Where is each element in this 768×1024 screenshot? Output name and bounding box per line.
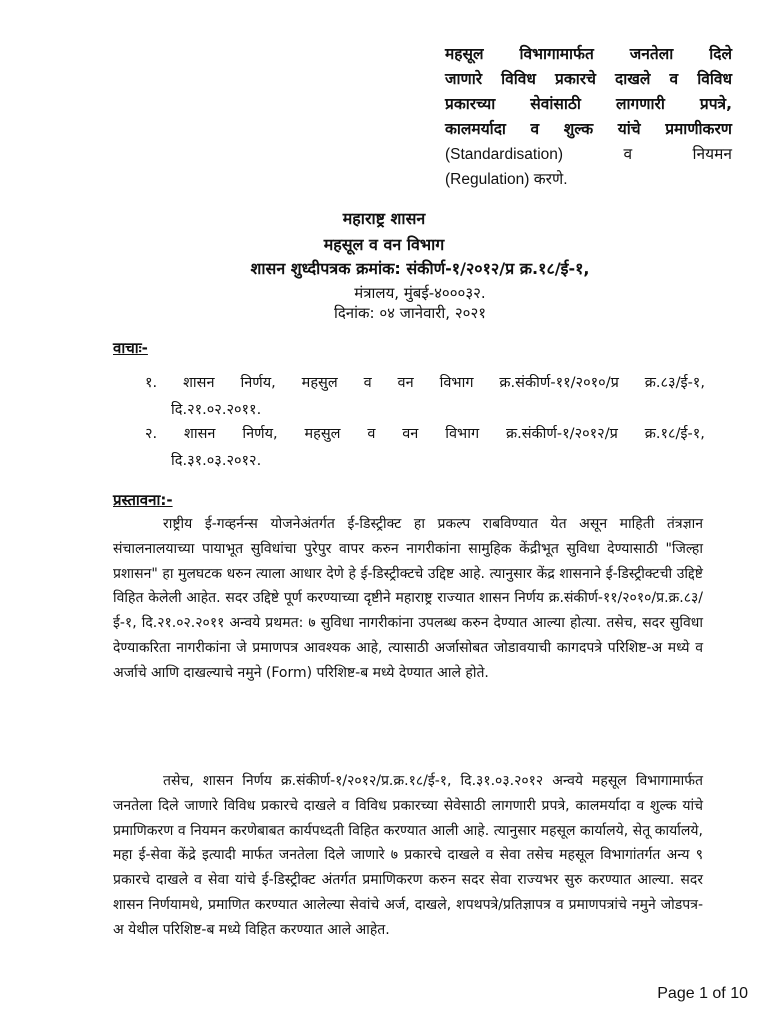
reference-word: व <box>363 375 372 391</box>
reference-item <box>145 370 705 424</box>
reference-word: वन <box>397 375 414 391</box>
subject-line: महसूल विभागामार्फत जनतेला दिले <box>445 45 732 63</box>
reference-item <box>145 421 705 475</box>
reference-word: क्र.संकीर्ण-१/२०१२/प्र <box>505 426 618 442</box>
department-name: महसूल व वन विभाग <box>323 235 445 254</box>
government-name: महाराष्ट्र शासन <box>342 209 426 228</box>
reference-word: शासन <box>184 426 216 442</box>
reference-word: क्र.१८/ई-१, <box>644 426 705 442</box>
reference-word: निर्णय, <box>240 375 276 391</box>
reference-date: दि.२१.०२.२०११. <box>171 402 262 418</box>
reference-date: दि.३१.०३.२०१२. <box>171 453 262 469</box>
read-heading: वाचाः- <box>113 339 148 357</box>
reference-word: क्र.संकीर्ण-११/२०१०/प्र <box>499 375 619 391</box>
subject-line: जाणारे विविध प्रकारचे दाखले व विविध <box>445 70 732 88</box>
reference-number: २. <box>145 426 158 442</box>
reference-word: महसुल <box>301 375 338 391</box>
reference-word: वन <box>402 426 419 442</box>
subject-line: कालमर्यादा व शुल्क यांचे प्रमाणीकरण <box>445 120 732 138</box>
subject-line: (Regulation) करणे. <box>445 171 568 188</box>
document-date: दिनांक: ०४ जानेवारी, २०२१ <box>333 304 487 322</box>
reference-line <box>145 370 705 397</box>
subject-line: (Standardisation) व नियमन <box>445 146 732 163</box>
reference-word: क्र.८३/ई-१, <box>644 375 705 391</box>
preamble-paragraph-2: तसेच, शासन निर्णय क्र.संकीर्ण-१/२०१२/प्र.क्र.१८/ई-१, दि.३१.०३.२०१२ अन्वये महसूल विभागामार्फत जनतेला दिले जाणारे विविध प्रकारचे दाखले व विविध प्रकारच्या सेवेसाठी लागणारी प्रपत्रे, कालमर्यादा व शुल्क यांचे प्रमाणिकरण व नियमन करणेबाबत कार्यपध्दती विहित करण्यात आली आहे. त्यानुसार महसूल कार्यालये, सेतू कार्यालये, महा ई-सेवा केंद्रे इत्यादी मार्फत जनतेला दिले जाणारे ७ प्रकारचे दाखले व सेवा तसेच महसूल विभागांतर्गत अन्य ९ प्रकारचे दाखले व सेवा यांचे ई-डिस्ट्रीक्ट अंतर्गत प्रमाणिकरण करुन सदर सेवा राज्यभर सुरु करण्यात आल्या. सदर शासन निर्णयामधे, प्रमाणित करण्यात आलेल्या सेवांचे अर्ज, दाखले, शपथपत्रे/प्रतिज्ञापत्र व प्रमाणपत्रांचे नमुने जोडपत्र-अ येथील परिशिष्ट-ब मध्ये विहित करण्यात आले आहेत. <box>113 773 703 938</box>
reference-word: शासन <box>183 375 215 391</box>
reference-number: १. <box>145 375 158 391</box>
subject-line: प्रकारच्या सेवांसाठी लागणारी प्रपत्रे, <box>445 95 732 113</box>
reference-word: महसुल <box>304 426 341 442</box>
office-address: मंत्रालय, मुंबई-४०००३२. <box>354 284 486 302</box>
preamble-heading: प्रस्तावना:- <box>113 491 173 509</box>
reference-word: विभाग <box>439 375 474 391</box>
reference-line <box>145 421 705 448</box>
reference-word: निर्णय, <box>242 426 278 442</box>
preamble-paragraph-1: राष्ट्रीय ई-गव्हर्नन्स योजनेअंतर्गत ई-डिस्ट्रीक्ट हा प्रकल्प राबविण्यात येत असून माहिती तंत्रज्ञान संचालनालयाच्या पायाभूत सुविधांचा पुरेपुर वापर करुन नागरीकांना सामुहिक केंद्रीभूत सुविधा देण्यासाठी "जिल्हा प्रशासन" हा मुलघटक धरुन त्याला आधार देणे हे ई-डिस्ट्रीक्टचे उद्दिष्ट आहे. त्यानुसार केंद्र शासनाने ई-डिस्ट्रीक्टची उद्दिष्टे विहित केलेली आहेत. सदर उद्दिष्टे पूर्ण करण्याच्या दृष्टीने महाराष्ट्र राज्यात शासन निर्णय क्र.संकीर्ण-११/२०१०/प्र.क्र.८३/ई-१, दि.२१.०२.२०११ अन्वये प्रथमत: ७ सुविधा नागरीकांना उपलब्ध करुन देण्यात आल्या होत्या. तसेच, सदर सुविधा देण्याकरिता नागरीकांना जे प्रमाणपत्र आवश्यक आहे, त्यासाठी अर्जासोबत जोडावयाची कागदपत्रे परिशिष्ट-अ मध्ये व अर्जाचे आणि दाखल्याचे नमुने (Form) परिशिष्ट-ब मध्ये देण्यात आले होते. <box>113 516 703 681</box>
subject-block <box>445 42 732 192</box>
reference-word: विभाग <box>445 426 480 442</box>
page-indicator: Page 1 of 10 <box>657 985 748 1002</box>
reference-word: व <box>367 426 376 442</box>
corrigendum-number: शासन शुध्दीपत्रक क्रमांक: संकीर्ण-१/२०१२/प्र क्र.१८/ई-१, <box>250 259 590 278</box>
